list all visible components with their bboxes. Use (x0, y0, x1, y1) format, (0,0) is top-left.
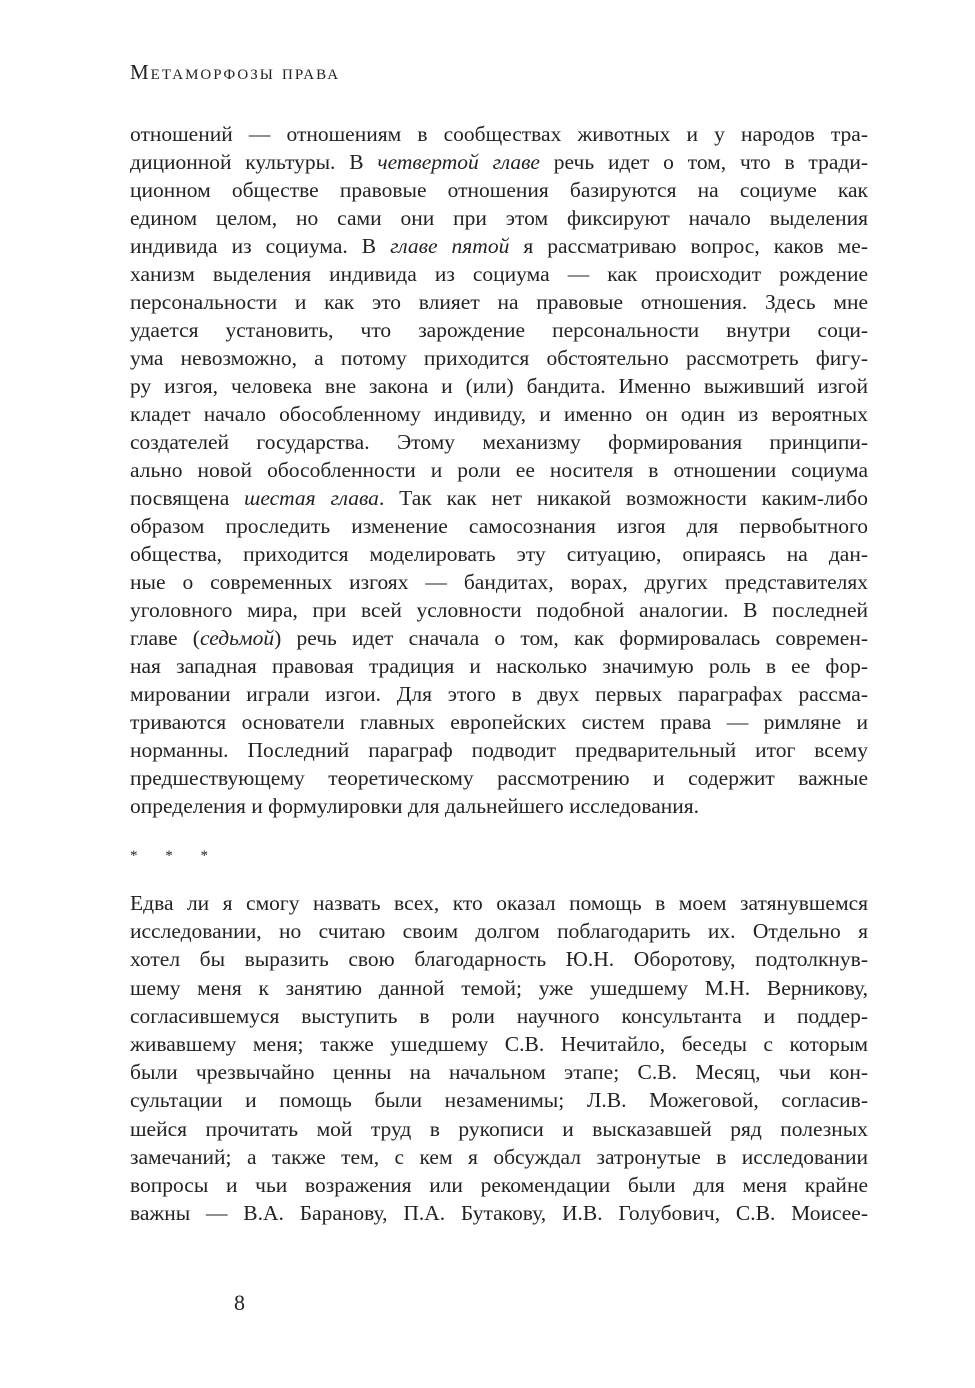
text-segment: ная западная правовая традиция и насколько значимую роль в ее фор- (130, 654, 868, 678)
text-segment: исследовании, но считаю своим долгом поблагодарить их. Отдельно я (130, 919, 868, 944)
text-line (130, 708, 868, 736)
text-line (130, 945, 868, 973)
paragraph-chapter-overview (130, 120, 868, 820)
text-segment: живавшему меня; также ушедшему С.В. Нечитайло, беседы с которым (130, 1031, 868, 1056)
text-segment: главе ( (130, 626, 200, 650)
text-segment: важны — В.А. Баранову, П.А. Бутакову, И.В. Голубович, С.В. Моисее- (130, 1201, 868, 1226)
text-line (130, 512, 868, 540)
text-line (130, 1002, 868, 1030)
text-segment: предшествующему теоретическому рассмотрению и содержит важные (130, 766, 868, 790)
text-segment: шему меня к занятию данной темой; уже ушедшему М.Н. Верникову, (130, 975, 868, 1000)
text-line (130, 596, 868, 624)
text-line (130, 400, 868, 428)
text-segment: образом проследить изменение самосознания изгоя для первобытного (130, 514, 868, 538)
text-segment: кладет начало обособленному индивиду, и именно он один из вероятных (130, 402, 868, 426)
text-line (130, 316, 868, 344)
text-line (130, 974, 868, 1002)
text-segment: триваются основатели главных европейских систем права — римляне и (130, 710, 868, 734)
italic-text: четвертой главе (377, 150, 540, 174)
text-segment: мировании играли изгои. Для этого в двух первых параграфах рассма- (130, 682, 868, 706)
text-segment: норманны. Последний параграф подводит предварительный итог всему (130, 738, 868, 762)
text-line (130, 456, 868, 484)
text-line (130, 624, 868, 652)
text-line (130, 540, 868, 568)
text-segment: ные о современных изгоях — бандитах, ворах, других представителях (130, 570, 868, 594)
text-segment: согласившемуся выступить в роли научного консультанта и поддер- (130, 1003, 868, 1028)
text-line (130, 344, 868, 372)
text-segment: ру изгоя, человека вне закона и (или) бандита. Именно выживший изгой (130, 374, 868, 398)
text-line (130, 1171, 868, 1199)
section-separator: * * * (130, 848, 220, 864)
text-segment: удается установить, что зарождение персональности внутри соци- (130, 318, 868, 342)
running-head: Метаморфозы права (130, 60, 341, 84)
text-segment: ) речь идет сначала о том, как формировалась современ- (274, 626, 868, 650)
text-line (130, 680, 868, 708)
text-segment: персональности и как это влияет на правовые отношения. Здесь мне (130, 290, 868, 314)
text-segment: шейся прочитать мой труд в рукописи и высказавшей ряд полезных (130, 1116, 868, 1141)
text-line (130, 204, 868, 232)
text-line (130, 120, 868, 148)
text-segment: сультации и помощь были незаменимы; Л.В. Можеговой, согласив- (130, 1088, 868, 1113)
text-segment: индивида из социума. В (130, 234, 391, 258)
text-line (130, 232, 868, 260)
text-line (130, 1199, 868, 1227)
text-line (130, 764, 868, 792)
text-segment: хотел бы выразить свою благодарность Ю.Н. Оборотову, подтолкнув- (130, 947, 868, 972)
text-line (130, 792, 868, 820)
text-segment: . Так как нет никакой возможности каким-либо (378, 486, 868, 510)
text-line (130, 484, 868, 512)
text-segment: ально новой обособленности и роли ее носителя в отношении социума (130, 458, 868, 482)
text-segment: замечаний; а также тем, с кем я обсуждал затронутые в исследовании (130, 1144, 868, 1169)
text-segment: Едва ли я смогу назвать всех, кто оказал помощь в моем затянувшемся (130, 891, 868, 915)
italic-text: шестая глава (244, 486, 379, 510)
text-segment: посвящена (130, 486, 245, 510)
text-segment: ционном обществе правовые отношения базируются на социуме как (130, 178, 868, 202)
text-line (130, 1058, 868, 1086)
page-number: 8 (234, 1290, 245, 1315)
paragraph-acknowledgements (130, 889, 868, 1227)
text-segment: диционной культуры. В (130, 150, 378, 174)
text-segment: ханизм выделения индивида из социума — как происходит рождение (130, 262, 868, 286)
text-line (130, 889, 868, 917)
text-line (130, 1030, 868, 1058)
text-segment: создателей государства. Этому механизму формирования принципи- (130, 430, 868, 454)
text-segment: едином целом, но сами они при этом фиксируют начало выделения (130, 206, 868, 230)
text-segment: были чрезвычайно ценны на начальном этапе; С.В. Месяц, чьи кон- (130, 1060, 868, 1085)
text-line (130, 1086, 868, 1114)
italic-text: главе пятой (390, 234, 510, 258)
text-segment: я рассматриваю вопрос, каков ме- (509, 234, 868, 258)
text-segment: речь идет о том, что в тради- (539, 150, 868, 174)
text-line (130, 148, 868, 176)
text-line (130, 1143, 868, 1171)
text-segment: определения и формулировки для дальнейшего исследования. (130, 794, 700, 818)
text-line (130, 1115, 868, 1143)
text-line (130, 736, 868, 764)
text-line (130, 372, 868, 400)
text-segment: отношений — отношениям в сообществах животных и у народов тра- (130, 122, 868, 146)
text-line (130, 260, 868, 288)
text-line (130, 288, 868, 316)
text-line (130, 652, 868, 680)
text-line (130, 176, 868, 204)
italic-text: седьмой (199, 626, 275, 650)
text-segment: уголовного мира, при всей условности подобной аналогии. В последней (130, 598, 868, 622)
text-segment: общества, приходится моделировать эту ситуацию, опираясь на дан- (130, 542, 868, 566)
text-segment: ума невозможно, а потому приходится обстоятельно рассмотреть фигу- (130, 346, 868, 370)
text-segment: вопросы и чьи возражения или рекомендации были для меня крайне (130, 1172, 868, 1197)
text-line (130, 917, 868, 945)
text-line (130, 568, 868, 596)
text-line (130, 428, 868, 456)
